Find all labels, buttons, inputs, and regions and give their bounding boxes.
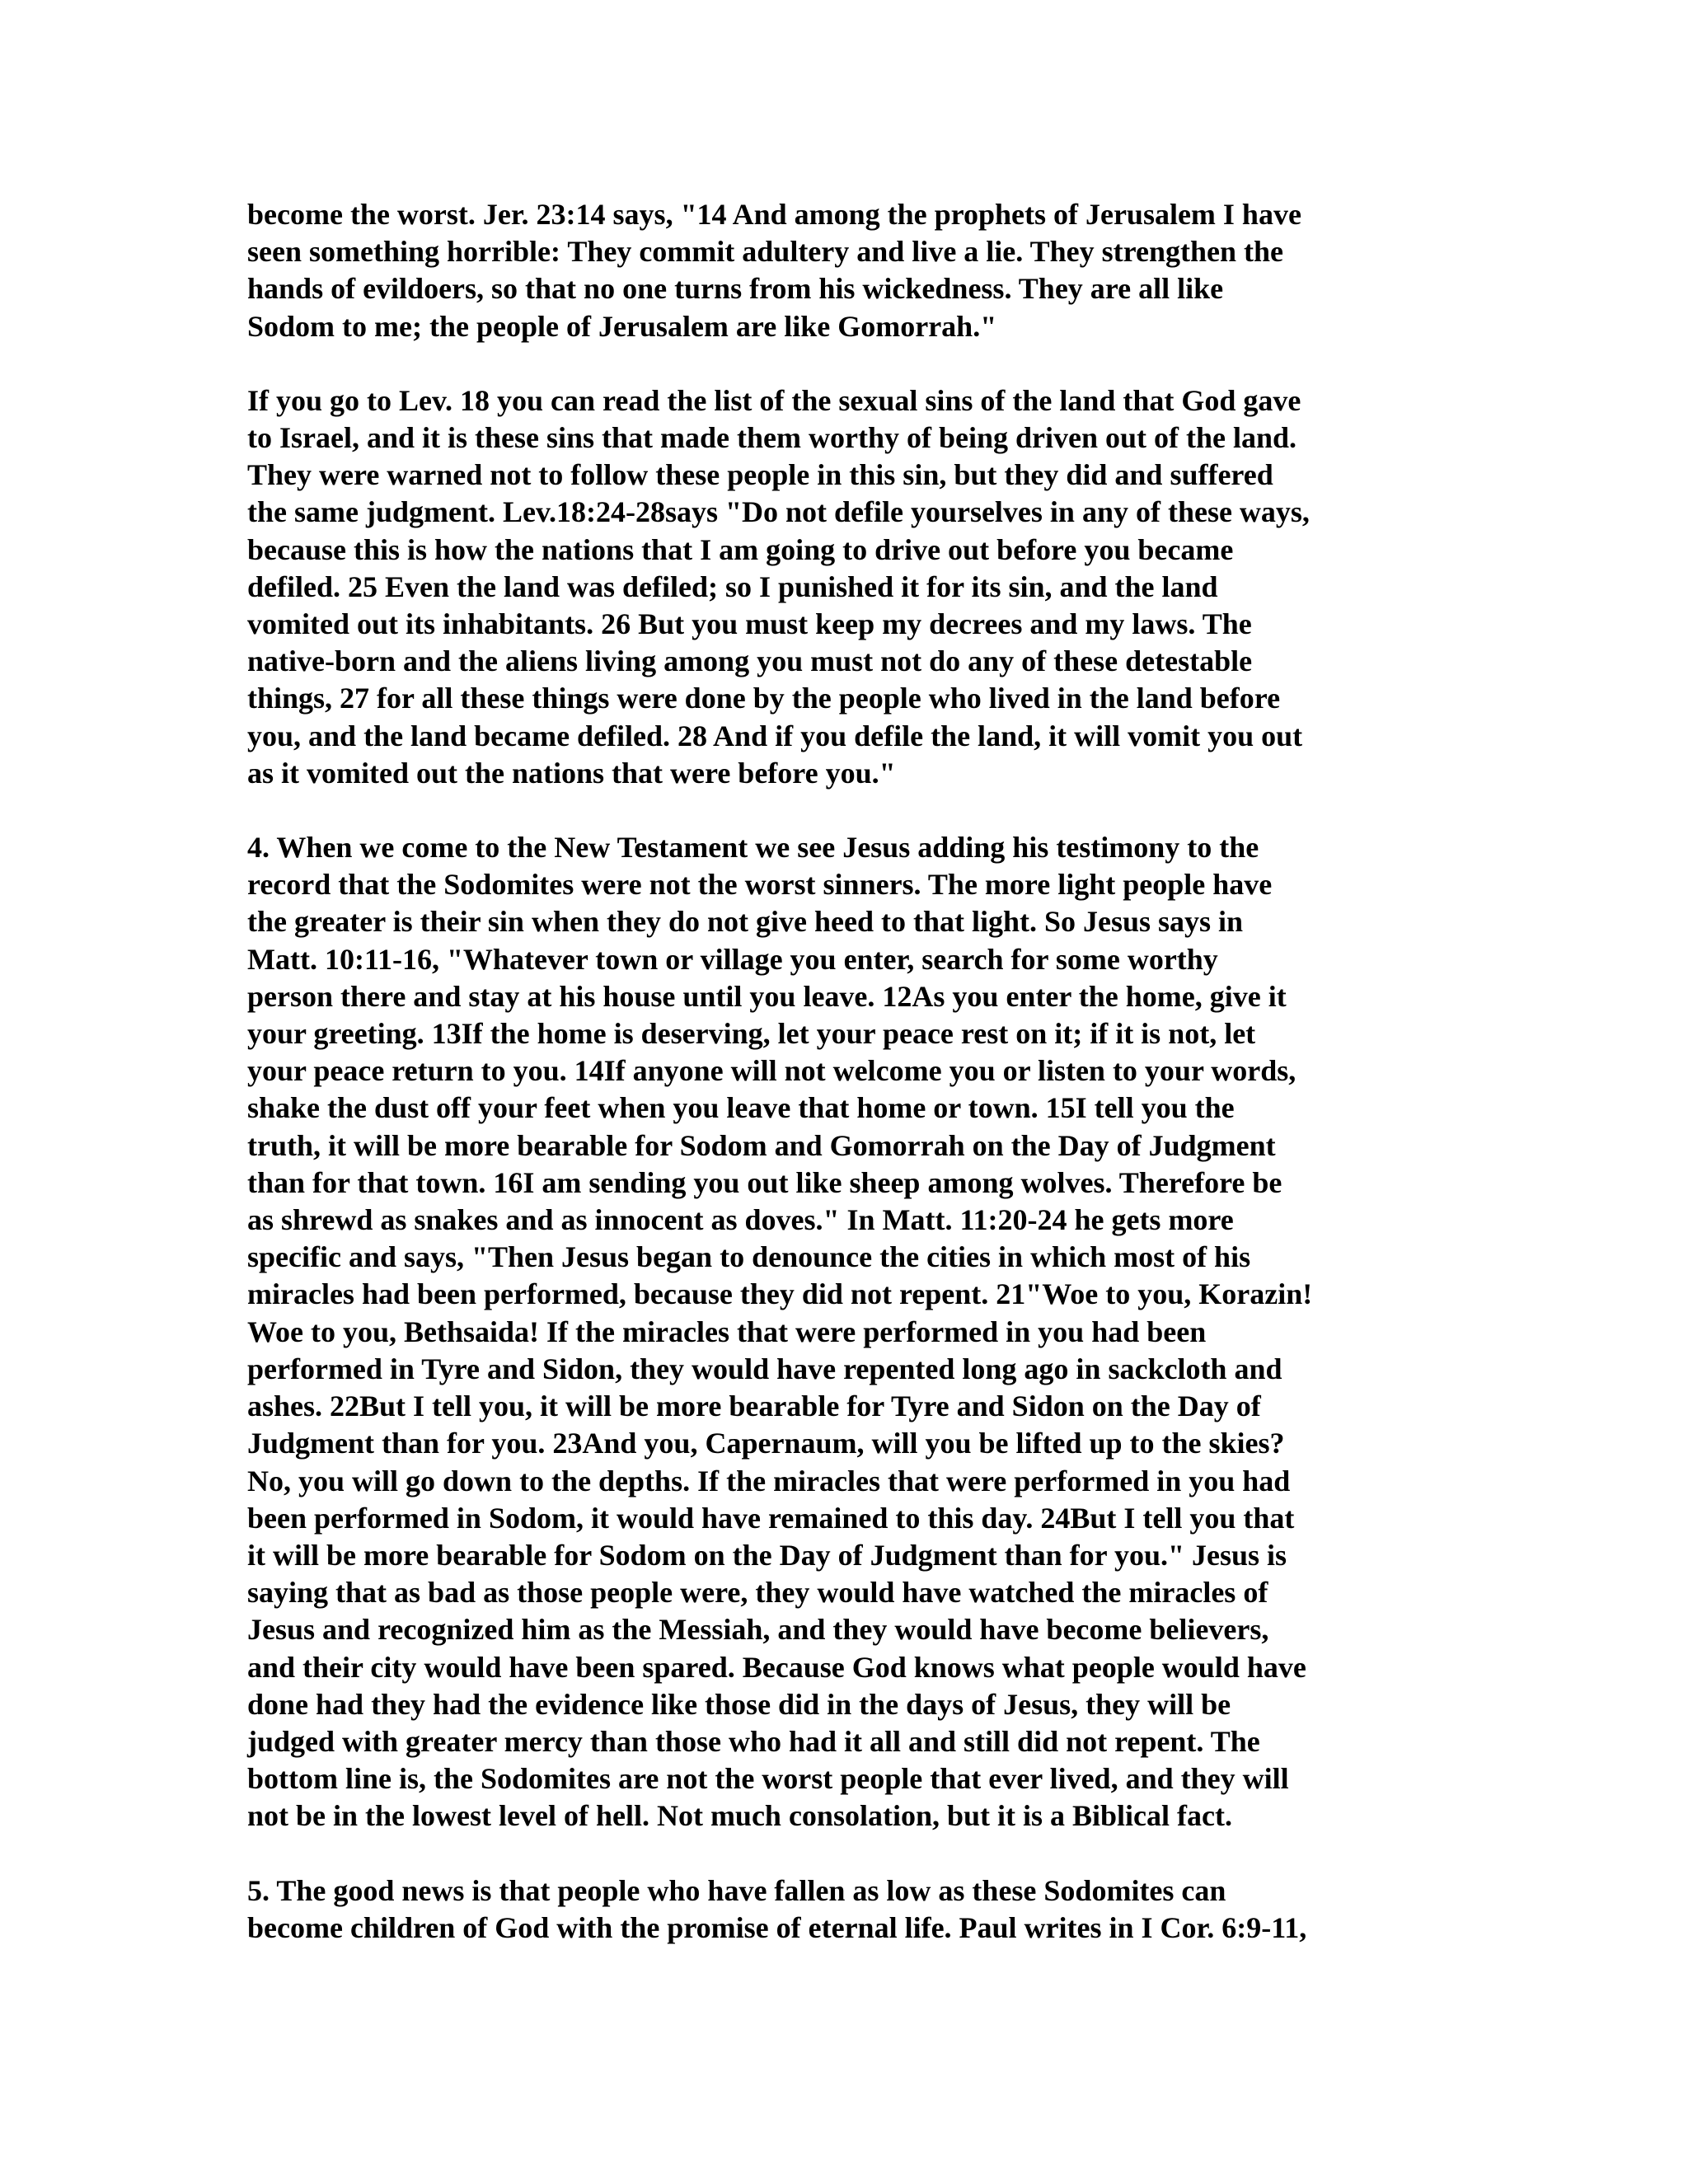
text-line: you, and the land became defiled. 28 And if you defile the land, it will vomit you out (247, 719, 1303, 752)
text-line: the same judgment. Lev.18:24-28says "Do not defile yourselves in any of these ways, (247, 495, 1310, 529)
text-line: vomited out its inhabitants. 26 But you must keep my decrees and my laws. The (247, 607, 1252, 641)
text-line: hands of evildoers, so that no one turns from his wickedness. They are all like (247, 272, 1224, 306)
text-line: native-born and the aliens living among you must not do any of these detestable (247, 644, 1253, 678)
text-line: been performed in Sodom, it would have remained to this day. 24But I tell you that (247, 1501, 1295, 1535)
paragraph-point-4 (247, 829, 1451, 1835)
text-line: performed in Tyre and Sidon, they would have repented long ago in sackcloth and (247, 1352, 1282, 1385)
text-line: judged with greater mercy than those who had it all and still did not repent. The (247, 1724, 1260, 1758)
text-line: it will be more bearable for Sodom on the Day of Judgment than for you." Jesus is (247, 1538, 1287, 1572)
text-line: shake the dust off your feet when you leave that home or town. 15I tell you the (247, 1091, 1235, 1125)
text-line: If you go to Lev. 18 you can read the list of the sexual sins of the land that God gave (247, 383, 1301, 417)
paragraph-leviticus (247, 382, 1451, 792)
text-line: as it vomited out the nations that were before you." (247, 756, 896, 790)
text-line: ashes. 22But I tell you, it will be more bearable for Tyre and Sidon on the Day of (247, 1390, 1261, 1423)
text-line: your greeting. 13If the home is deserving, let your peace rest on it; if it is not, let (247, 1017, 1256, 1051)
text-line: They were warned not to follow these people in this sin, but they did and suffered (247, 458, 1273, 492)
text-line: as shrewd as snakes and as innocent as doves." In Matt. 11:20-24 he gets more (247, 1203, 1234, 1237)
text-line: done had they had the evidence like those did in the days of Jesus, they will be (247, 1687, 1231, 1721)
text-line: than for that town. 16I am sending you out like sheep among wolves. Therefore be (247, 1165, 1282, 1199)
paragraph-jeremiah (247, 196, 1451, 345)
paragraph-point-5 (247, 1872, 1451, 1947)
text-line: because this is how the nations that I am going to drive out before you became (247, 532, 1234, 566)
text-line: not be in the lowest level of hell. Not much consolation, but it is a Biblical fact. (247, 1799, 1232, 1833)
text-line: Woe to you, Bethsaida! If the miracles that were performed in you had been (247, 1315, 1207, 1348)
text-line: miracles had been performed, because they did not repent. 21"Woe to you, Korazin! (247, 1277, 1313, 1311)
text-line: Jesus and recognized him as the Messiah, and they would have become believers, (247, 1613, 1269, 1647)
text-line: No, you will go down to the depths. If the miracles that were performed in you had (247, 1464, 1291, 1497)
text-line: 5. The good news is that people who have fallen as low as these Sodomites can (247, 1873, 1226, 1907)
text-line: truth, it will be more bearable for Sodom and Gomorrah on the Day of Judgment (247, 1128, 1276, 1162)
text-line: bottom line is, the Sodomites are not the worst people that ever lived, and they will (247, 1762, 1289, 1796)
document-page (247, 196, 1451, 1984)
text-line: become the worst. Jer. 23:14 says, "14 And among the prophets of Jerusalem I have (247, 198, 1301, 231)
text-line: specific and says, "Then Jesus began to denounce the cities in which most of his (247, 1240, 1251, 1274)
text-line: record that the Sodomites were not the worst sinners. The more light people have (247, 868, 1273, 902)
text-line: to Israel, and it is these sins that made them worthy of being driven out of the land. (247, 421, 1297, 455)
text-line: Judgment than for you. 23And you, Capernaum, will you be lifted up to the skies? (247, 1427, 1285, 1460)
text-line: 4. When we come to the New Testament we see Jesus adding his testimony to the (247, 831, 1259, 865)
text-line: saying that as bad as those people were, they would have watched the miracles of (247, 1576, 1268, 1610)
text-line: seen something horrible: They commit adultery and live a lie. They strengthen the (247, 235, 1283, 269)
text-line: your peace return to you. 14If anyone will not welcome you or listen to your words, (247, 1054, 1296, 1088)
text-line: Sodom to me; the people of Jerusalem are like Gomorrah." (247, 309, 997, 343)
text-line: person there and stay at his house until you leave. 12As you enter the home, give it (247, 979, 1287, 1013)
text-line: become children of God with the promise of eternal life. Paul writes in I Cor. 6:9-11, (247, 1910, 1307, 1944)
text-line: Matt. 10:11-16, "Whatever town or village you enter, search for some worthy (247, 942, 1218, 976)
text-line: the greater is their sin when they do not give heed to that light. So Jesus says in (247, 905, 1244, 939)
text-line: things, 27 for all these things were done by the people who lived in the land before (247, 682, 1281, 715)
text-line: and their city would have been spared. Because God knows what people would have (247, 1650, 1306, 1684)
text-line: defiled. 25 Even the land was defiled; so I punished it for its sin, and the land (247, 569, 1218, 603)
